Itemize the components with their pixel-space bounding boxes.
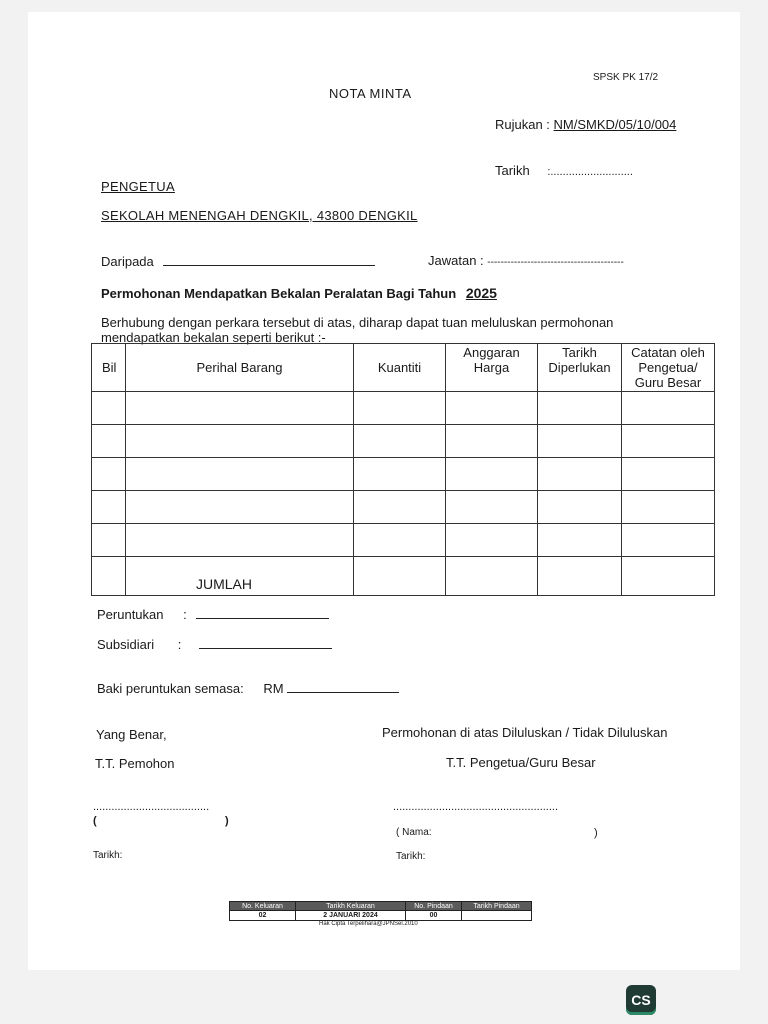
tarikh-cell[interactable] [538,491,622,524]
no-keluaran-header: No. Keluaran [230,902,296,911]
harga-cell[interactable] [446,524,538,557]
tarikh-cell[interactable] [538,524,622,557]
tarikh-cell[interactable] [538,458,622,491]
subsidiari-colon: : [177,637,182,652]
document-control-header [230,902,532,911]
kuantiti-cell[interactable] [354,491,446,524]
no-pindaan-header: No. Pindaan [406,902,462,911]
body-line-2: mendapatkan bekalan seperti berikut :- [101,330,326,345]
peruntukan-label: Peruntukan [97,607,164,622]
tt-pemohon: T.T. Pemohon [95,756,175,771]
approval-statement: Permohonan di atas Diluluskan / Tidak Diluluskan [382,725,668,740]
baki-field[interactable] [287,692,399,693]
rujukan-value: NM/SMKD/05/10/004 [553,117,677,132]
perihal-cell[interactable] [126,392,354,425]
peruntukan-row [97,607,329,622]
header-bil: Bil [92,344,126,392]
harga-cell[interactable] [446,392,538,425]
perihal-cell[interactable] [126,458,354,491]
table-row [92,458,715,491]
daripada-row [101,254,375,269]
header-catatan [622,344,715,392]
table-row [92,491,715,524]
header-tarikh [538,344,622,392]
total-bil-cell [92,557,126,596]
table-row [92,524,715,557]
subsidiari-row [97,637,332,652]
header-kuantiti: Kuantiti [354,344,446,392]
header-tarikh-line1: Tarikh [562,345,597,360]
applicant-name-close: ) [225,815,229,827]
daripada-field[interactable] [163,265,375,266]
header-catatan-line3: Guru Besar [634,375,702,390]
body-line-1: Berhubung dengan perkara tersebut di atas, diharap dapat tuan meluluskan permohonan [101,315,614,330]
header-catatan-line2: Pengetua/ [638,360,698,375]
jawatan-field[interactable]: ----------------------------------------- [487,257,624,268]
tarikh-cell[interactable] [538,425,622,458]
daripada-label: Daripada [101,254,154,269]
catatan-cell[interactable] [622,524,715,557]
subject-line [101,285,497,301]
baki-label: Baki peruntukan semasa: [97,681,244,696]
table-row [92,425,715,458]
tarikh-pindaan-value [462,911,532,921]
principal-name-close: ) [594,827,598,839]
kuantiti-cell[interactable] [354,392,446,425]
recipient-title: PENGETUA [101,179,175,194]
tarikh-keluaran-value: 2 JANUARI 2024 [296,911,406,921]
request-table [91,343,715,596]
perihal-cell[interactable] [126,491,354,524]
bil-cell[interactable] [92,392,126,425]
bil-cell[interactable] [92,491,126,524]
applicant-name-open: ( [93,815,97,827]
subsidiari-label: Subsidiari [97,637,155,652]
harga-cell[interactable] [446,425,538,458]
catatan-cell[interactable] [622,458,715,491]
jawatan-label: Jawatan : [428,253,484,268]
total-harga-cell[interactable] [446,557,538,596]
total-tarikh-cell [538,557,622,596]
baki-row [97,681,399,696]
rujukan-row [495,117,676,132]
recipient-school: SEKOLAH MENENGAH DENGKIL, 43800 DENGKIL [101,208,418,223]
table-body [92,392,715,557]
jawatan-row [428,253,624,268]
kuantiti-cell[interactable] [354,458,446,491]
harga-cell[interactable] [446,458,538,491]
tarikh-dots: :........................... [547,166,633,178]
scanner-app-logo: CS [626,985,656,1015]
principal-signature-line[interactable]: ...................................................... [393,801,559,813]
subject-text: Permohonan Mendapatkan Bekalan Peralatan Bagi Tahun [101,286,457,301]
catatan-cell[interactable] [622,392,715,425]
total-label: JUMLAH [126,557,354,596]
tarikh-label: Tarikh [495,163,530,178]
tarikh-cell[interactable] [538,392,622,425]
header-anggaran [446,344,538,392]
bil-cell[interactable] [92,458,126,491]
no-pindaan-value: 00 [406,911,462,921]
perihal-cell[interactable] [126,524,354,557]
bil-cell[interactable] [92,425,126,458]
header-tarikh-line2: Diperlukan [548,360,611,375]
baki-currency: RM [263,681,284,696]
document-control-table [229,901,532,921]
applicant-signature-line[interactable]: ...................................... [93,801,210,813]
form-code: SPSK PK 17/2 [593,72,659,83]
peruntukan-colon: : [183,607,187,622]
table-header-row [92,344,715,392]
kuantiti-cell[interactable] [354,425,446,458]
total-catatan-cell [622,557,715,596]
tarikh-row [495,163,633,178]
table-row [92,392,715,425]
copyright-notice: Hak Cipta Terpelihara@JPNSel.2010 [319,921,418,927]
kuantiti-cell[interactable] [354,524,446,557]
perihal-cell[interactable] [126,425,354,458]
peruntukan-field[interactable] [196,618,329,619]
tarikh-keluaran-header: Tarikh Keluaran [296,902,406,911]
header-anggaran-line1: Anggaran [463,345,520,360]
catatan-cell[interactable] [622,491,715,524]
yang-benar: Yang Benar, [96,727,167,742]
document-control-values [230,911,532,921]
no-keluaran-value: 02 [230,911,296,921]
applicant-tarikh: Tarikh: [93,850,123,861]
total-kuantiti-cell[interactable] [354,557,446,596]
principal-tarikh: Tarikh: [396,851,426,862]
header-catatan-line1: Catatan oleh [631,345,705,360]
bil-cell[interactable] [92,524,126,557]
subject-year[interactable]: 2025 [465,285,497,301]
document-title: NOTA MINTA [329,86,412,101]
total-row [92,557,715,596]
tarikh-pindaan-header: Tarikh Pindaan [462,902,532,911]
harga-cell[interactable] [446,491,538,524]
principal-nama-label: ( Nama: [396,827,432,838]
rujukan-label: Rujukan : [495,117,550,132]
header-perihal: Perihal Barang [126,344,354,392]
header-anggaran-line2: Harga [473,360,510,375]
tt-pengetua: T.T. Pengetua/Guru Besar [446,755,596,770]
catatan-cell[interactable] [622,425,715,458]
subsidiari-field[interactable] [199,648,332,649]
